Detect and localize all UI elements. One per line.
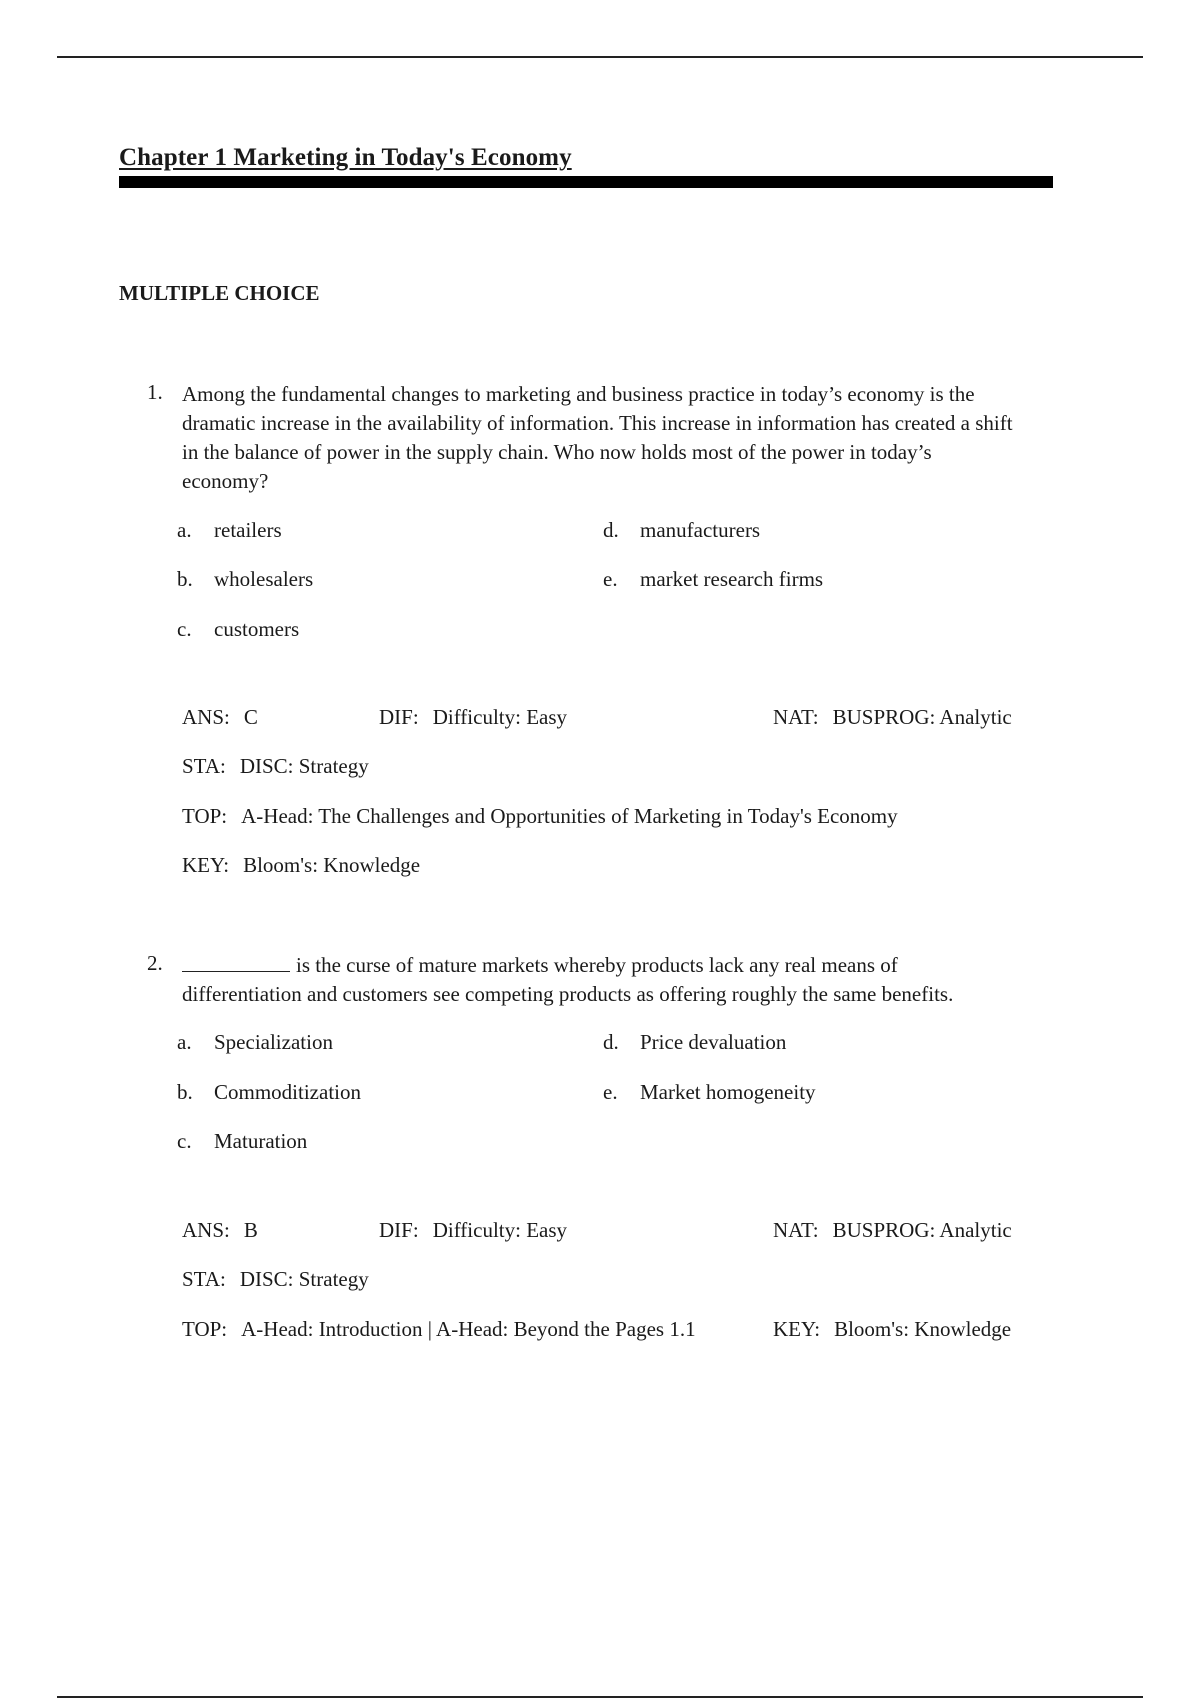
meta-value: Difficulty: Easy xyxy=(432,705,568,729)
answer-option-b xyxy=(177,1080,361,1105)
answer-key xyxy=(182,1218,258,1243)
option-letter: b. xyxy=(177,1080,193,1104)
bottom-page-rule xyxy=(57,1696,1143,1698)
answer-key xyxy=(182,705,258,730)
meta-label: DIF: xyxy=(379,705,419,729)
meta-label: ANS: xyxy=(182,1218,230,1242)
answer-option-e xyxy=(603,567,823,592)
sta-standard xyxy=(182,1267,369,1292)
option-text: Maturation xyxy=(214,1129,308,1153)
meta-label: NAT: xyxy=(773,1218,819,1242)
question-stem xyxy=(182,951,1022,1009)
question-stem: Among the fundamental changes to marketing and business practice in today’s economy is the dramatic increase in the availability of information. This increase in information has created a shift in the balance of power in the supply chain. Who now holds most of the power in today’s economy? xyxy=(182,382,1013,493)
option-text: Commoditization xyxy=(214,1080,361,1104)
answer-option-c xyxy=(177,1129,307,1154)
meta-value: BUSPROG: Analytic xyxy=(832,1218,1012,1242)
meta-value: Bloom's: Knowledge xyxy=(243,853,421,877)
sta-standard xyxy=(182,754,369,779)
meta-value: Difficulty: Easy xyxy=(432,1218,568,1242)
meta-value: A-Head: Introduction | A-Head: Beyond the Pages 1.1 xyxy=(241,1317,696,1341)
meta-value: DISC: Strategy xyxy=(239,754,369,778)
answer-option-d xyxy=(603,518,760,543)
option-text: wholesalers xyxy=(214,567,314,591)
option-letter: c. xyxy=(177,617,192,641)
option-letter: a. xyxy=(177,518,192,542)
meta-value: B xyxy=(243,1218,258,1242)
option-letter: b. xyxy=(177,567,193,591)
keywords xyxy=(182,853,420,878)
question-number: 2. xyxy=(147,951,163,975)
meta-value: DISC: Strategy xyxy=(239,1267,369,1291)
option-letter: a. xyxy=(177,1030,192,1054)
meta-label: DIF: xyxy=(379,1218,419,1242)
question-number: 1. xyxy=(147,380,163,404)
option-letter: d. xyxy=(603,518,619,542)
answer-option-b xyxy=(177,567,313,592)
meta-label: ANS: xyxy=(182,705,230,729)
fill-in-blank xyxy=(182,955,290,972)
option-text: Price devaluation xyxy=(640,1030,787,1054)
option-letter: c. xyxy=(177,1129,192,1153)
nat-standard xyxy=(773,1218,1012,1243)
meta-label: TOP: xyxy=(182,804,228,828)
answer-option-a xyxy=(177,1030,333,1055)
answer-option-c xyxy=(177,617,299,642)
option-letter: e. xyxy=(603,567,618,591)
option-text: retailers xyxy=(214,518,282,542)
chapter-title: Chapter 1 Marketing in Today's Economy xyxy=(119,144,572,171)
meta-label: KEY: xyxy=(773,1317,821,1341)
meta-label: TOP: xyxy=(182,1317,228,1341)
difficulty xyxy=(379,1218,567,1243)
meta-value: BUSPROG: Analytic xyxy=(832,705,1012,729)
meta-label: KEY: xyxy=(182,853,230,877)
option-letter: d. xyxy=(603,1030,619,1054)
meta-label: NAT: xyxy=(773,705,819,729)
option-text: manufacturers xyxy=(640,518,761,542)
difficulty xyxy=(379,705,567,730)
keywords xyxy=(773,1317,1011,1342)
option-text: customers xyxy=(214,617,300,641)
top-page-rule xyxy=(57,56,1143,58)
stem-text: is the curse of mature markets whereby products lack any real means of differentiation and customers see competing products as offering roughly the same benefits. xyxy=(182,953,954,1006)
option-text: Specialization xyxy=(214,1030,333,1054)
meta-value: C xyxy=(243,705,258,729)
meta-label: STA: xyxy=(182,754,226,778)
meta-value: A-Head: The Challenges and Opportunities of Marketing in Today's Economy xyxy=(241,804,898,828)
answer-option-d xyxy=(603,1030,786,1055)
option-text: Market homogeneity xyxy=(640,1080,816,1104)
option-letter: e. xyxy=(603,1080,618,1104)
meta-value: Bloom's: Knowledge xyxy=(834,1317,1012,1341)
meta-label: STA: xyxy=(182,1267,226,1291)
title-underline-bar xyxy=(119,176,1053,188)
section-heading: MULTIPLE CHOICE xyxy=(119,281,320,305)
answer-option-a xyxy=(177,518,282,543)
option-text: market research firms xyxy=(640,567,824,591)
topic xyxy=(182,1317,696,1342)
topic xyxy=(182,804,898,829)
answer-option-e xyxy=(603,1080,816,1105)
nat-standard xyxy=(773,705,1012,730)
